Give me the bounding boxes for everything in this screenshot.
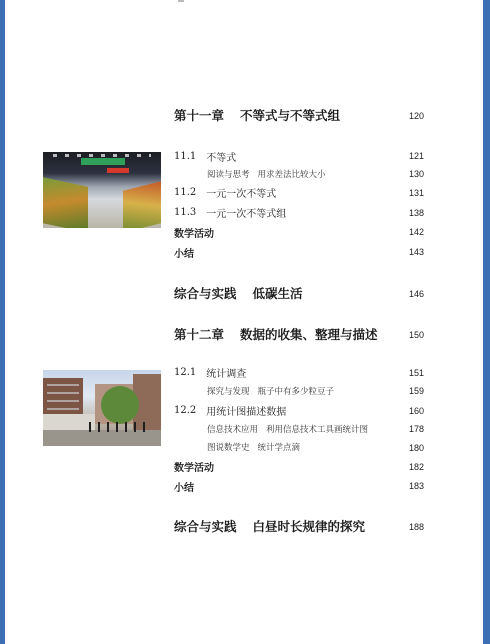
- feature-title: 利用信息技术工具画统计图: [266, 425, 369, 435]
- chapter-12-title: 第十二章: [174, 327, 225, 342]
- toc-entry-12-1[interactable]: [174, 365, 246, 380]
- section-number: 12.2: [174, 405, 197, 416]
- toc-entry-explore[interactable]: [207, 385, 334, 397]
- section-title: 一元一次不等式组: [206, 209, 287, 220]
- entry-title: 数学活动: [174, 229, 214, 240]
- section-title: 一元一次不等式: [206, 189, 277, 200]
- page-number: 183: [408, 481, 424, 491]
- toc-entry-math-history[interactable]: [207, 441, 300, 453]
- page-number: 138: [408, 208, 424, 218]
- feature-title: 统计学点滴: [257, 443, 301, 453]
- feature-label: 探究与发现: [207, 387, 250, 397]
- left-blue-border: [0, 0, 5, 644]
- feature-label: 阅读与思考: [207, 170, 250, 180]
- practice-subtitle: 白昼时长规律的探究: [252, 519, 366, 534]
- page-number: 121: [408, 151, 424, 161]
- toc-entry-summary[interactable]: [174, 479, 194, 494]
- section-title: 用统计图描述数据: [206, 407, 287, 418]
- practice-title: 综合与实践: [174, 519, 237, 534]
- chapter-12-page: 150: [408, 330, 424, 340]
- feature-title: 瓶子中有多少粒豆子: [257, 387, 335, 397]
- chapter-11-page: 120: [408, 111, 424, 121]
- toc-entry-summary[interactable]: [174, 245, 194, 260]
- chapter-11-title: 第十一章: [174, 108, 225, 123]
- feature-label: 信息技术应用: [207, 425, 259, 435]
- section-title: 不等式: [206, 153, 237, 164]
- toc-entry-math-activity[interactable]: [174, 225, 214, 240]
- page-number: 143: [408, 247, 424, 257]
- chapter-11-subtitle: 不等式与不等式组: [240, 108, 341, 123]
- feature-title: 用求差法比较大小: [257, 170, 326, 180]
- produce-shelf-right: [123, 181, 161, 228]
- page-number: 182: [408, 462, 424, 472]
- entry-title: 小结: [174, 483, 194, 494]
- toc-entry-12-2[interactable]: [174, 403, 286, 418]
- toc-entry-reading[interactable]: [207, 168, 326, 180]
- ground: [43, 430, 161, 446]
- top-mark: [178, 0, 184, 2]
- chapter-12-heading[interactable]: [174, 325, 378, 343]
- practice-title: 综合与实践: [174, 286, 237, 301]
- produce-shelf-left: [43, 177, 88, 228]
- right-blue-border: [483, 0, 490, 644]
- entry-title: 数学活动: [174, 463, 214, 474]
- chapter-12-subtitle: 数据的收集、整理与描述: [240, 327, 378, 342]
- section-number: 11.3: [174, 207, 197, 218]
- campus-photo: [43, 370, 161, 446]
- tree: [101, 386, 139, 424]
- toc-entry-it-application[interactable]: [207, 423, 368, 435]
- ceiling-lights: [53, 154, 151, 157]
- page-number: 130: [408, 169, 424, 179]
- page-number: 146: [408, 289, 424, 299]
- practice-subtitle: 低碳生活: [252, 286, 303, 301]
- page-number: 188: [408, 522, 424, 532]
- section-title: 统计调查: [206, 369, 247, 380]
- students: [89, 422, 149, 432]
- page-number: 178: [408, 424, 424, 434]
- toc-entry-11-1[interactable]: [174, 149, 236, 164]
- practice-daylight-heading[interactable]: [174, 517, 365, 535]
- page-number: 151: [408, 368, 424, 378]
- page-number: 159: [408, 386, 424, 396]
- chapter-11-heading[interactable]: [174, 106, 340, 124]
- page-number: 180: [408, 443, 424, 453]
- section-number: 11.2: [174, 187, 197, 198]
- section-number: 11.1: [174, 151, 197, 162]
- green-sign: [81, 158, 125, 165]
- feature-label: 图说数学史: [207, 443, 250, 453]
- toc-entry-11-2[interactable]: [174, 185, 276, 200]
- supermarket-photo: [43, 152, 161, 228]
- section-number: 12.1: [174, 367, 197, 378]
- red-sign: [107, 168, 129, 173]
- toc-entry-11-3[interactable]: [174, 205, 286, 220]
- practice-low-carbon-heading[interactable]: [174, 284, 303, 302]
- entry-title: 小结: [174, 249, 194, 260]
- page-number: 142: [408, 227, 424, 237]
- toc-entry-math-activity[interactable]: [174, 459, 214, 474]
- page-number: 131: [408, 188, 424, 198]
- page-number: 160: [408, 406, 424, 416]
